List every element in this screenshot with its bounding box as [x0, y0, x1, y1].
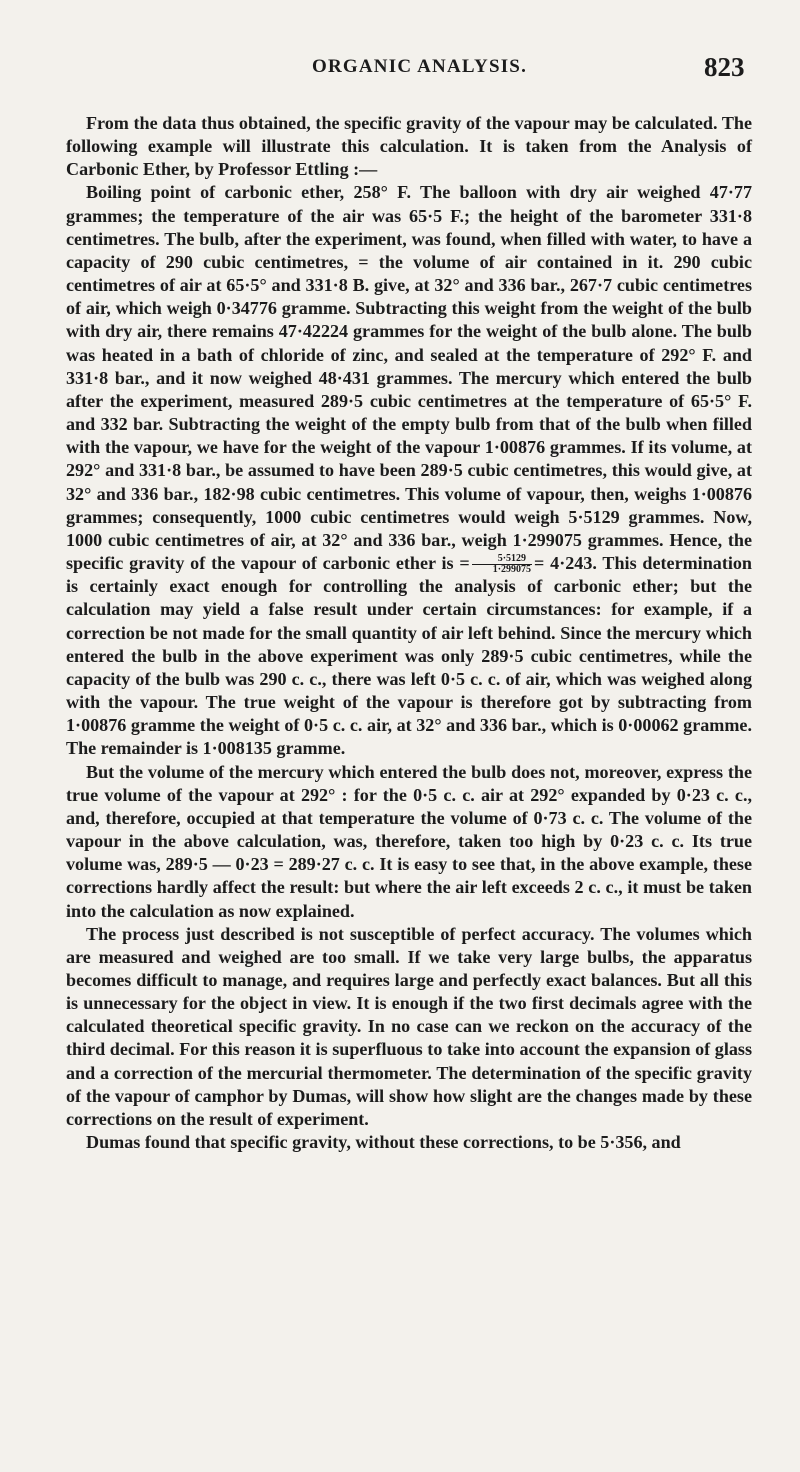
page-number: 823 — [704, 52, 745, 82]
paragraph-dumas: Dumas found that specific gravity, without these corrections, to be 5·356, and — [86, 1132, 681, 1153]
specific-gravity-fraction — [472, 554, 532, 575]
paragraph-intro: From the data thus obtained, the specific gravity of the vapour may be calculated. The following example will illustrate this calculation. It is taken from the Analysis of Carbonic Ether, by Professor Ettling :— — [66, 113, 752, 180]
paragraph-volume-correction: But the volume of the mercury which entered the bulb does not, moreover, express the true volume of the vapour at 292° : for the 0·5 c. c. air at 292° expanded by 0·23 c. c., and, therefore, occupied at that temperature the volume of 0·73 c. c. The volume of the vapour in the above calculation, was, therefore, taken too high by 0·23 c. c. Its true volume was, 289·5 — 0·23 = 289·27 c. c. It is easy to see that, in the above example, these corrections hardly affect the result: but where the air left exceeds 2 c. c., it must be taken into the calculation as now explained. — [66, 761, 752, 921]
paragraph-accuracy: The process just described is not susceptible of perfect accuracy. The volumes which are measured and weighed are too small. If we take very large bulbs, the apparatus becomes difficult to manage, and requires large and perfectly exact balances. But all this is unnecessary for the object in view. It is enough if the two first decimals agree with the calculated theoretical specific gravity. In no case can we reckon on the accuracy of the third decimal. For this reason it is superfluous to take into account the expansion of glass and a correction of the mercurial thermometer. The determination of the specific gravity of the vapour of camphor by Dumas, will show how slight are the changes made by these corrections on the result of experiment. — [66, 923, 752, 1129]
running-title: ORGANIC ANALYSIS. — [312, 56, 528, 77]
fraction-denominator: 1·299075 — [492, 564, 532, 576]
example-text-after: = 4·243. This determination is certainly exact enough for controlling the analysis of carbonic ether; but the calculation may yield a false result under certain circumstances: for example, if a correction be not made for the small quantity of air left behind. Since the mercury which entered the bulb in the above experiment was only 289·5 cubic centimetres, while the capacity of the bulb was 290 c. c., there was left 0·5 c. c. of air, which was weighed along with the vapour. The true weight of the vapour is therefore got by subtracting from 1·00876 gramme the weight of 0·5 c. c. air, at 32° and 336 bar., which is 0·00062 gramme. The remainder is 1·008135 gramme. — [66, 552, 752, 759]
paragraph-example — [66, 181, 752, 760]
fraction-numerator: 5·5129 — [472, 554, 532, 565]
body-text — [66, 112, 752, 1154]
example-text: Boiling point of carbonic ether, 258° F. The balloon with dry air weighed 47·77 grammes; the temperature of the air was 65·5 F.; the height of the barometer 331·8 centimetres. The bulb, after the experiment, was found, when filled with water, to have a capacity of 290 cubic centimetres, = the volume of air contained in it. 290 cubic centimetres of air at 65·5° and 331·8 B. give, at 32° and 336 bar., 267·7 cubic centimetres of air, which weigh 0·34776 gramme. Subtracting this weight from the weight of the bulb with dry air, there remains 47·42224 grammes for the weight of the bulb alone. The bulb was heated in a bath of chloride of zinc, and sealed at the temperature of 292° F. and 331·8 bar., and it now weighed 48·431 grammes. The mercury which entered the bulb after the experiment, measured 289·5 cubic centimetres at the temperature of 65·5° F. and 332 bar. Subtracting the weight of the empty bulb from that of the bulb when filled with the vapour, we have for the weight of the vapour 1·00876 grammes. If its volume, at 292° and 331·8 bar., be assumed to have been 289·5 cubic centimetres, this would give, at 32° and 336 bar., 182·98 cubic centimetres. This volume of vapour, then, weighs 1·00876 grammes; consequently, 1000 cubic centimetres would weigh 5·5129 grammes. Now, 1000 cubic centimetres of air, at 32° and 336 bar., weigh 1·299075 grammes. Hence, the specific gravity of the vapour of carbonic ether is = — [66, 182, 752, 573]
